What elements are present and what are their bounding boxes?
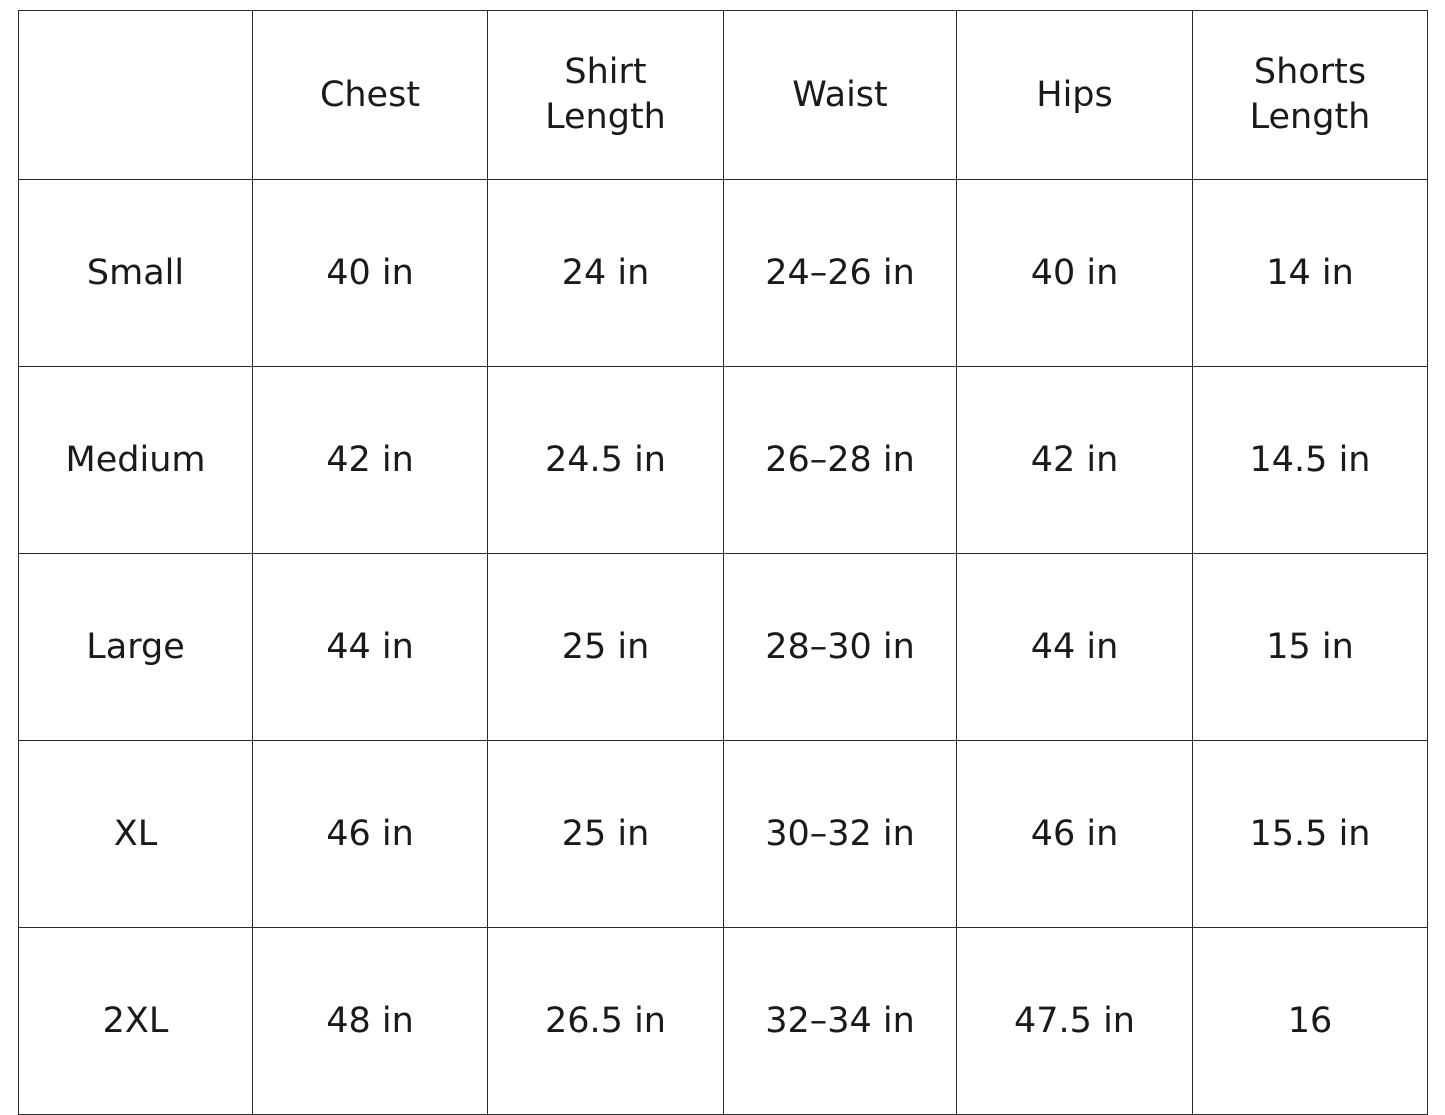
cell-waist: 28–30 in [724, 554, 957, 741]
cell-hips: 46 in [957, 741, 1193, 928]
cell-waist: 26–28 in [724, 367, 957, 554]
column-header-shirt-length-line-2: Length [545, 97, 666, 137]
column-header-shorts-length-line-2: Length [1249, 97, 1371, 137]
cell-shirt-length: 24 in [488, 180, 724, 367]
table-row [19, 554, 1428, 741]
cell-waist: 30–32 in [724, 741, 957, 928]
cell-shorts-length: 16 [1193, 928, 1428, 1115]
cell-shorts-length: 15 in [1193, 554, 1428, 741]
cell-size: Large [19, 554, 253, 741]
table-row [19, 741, 1428, 928]
cell-chest: 40 in [253, 180, 488, 367]
cell-size: XL [19, 741, 253, 928]
column-header-chest [253, 11, 488, 180]
cell-shirt-length: 25 in [488, 554, 724, 741]
cell-waist: 24–26 in [724, 180, 957, 367]
cell-shirt-length: 26.5 in [488, 928, 724, 1115]
table-row [19, 928, 1428, 1115]
table-body [19, 180, 1428, 1115]
column-header-chest-line-1: Chest [319, 74, 421, 115]
cell-hips: 47.5 in [957, 928, 1193, 1115]
cell-hips: 40 in [957, 180, 1193, 367]
column-header-shorts-length-line-1: Shorts [1253, 52, 1367, 93]
column-header-size [19, 11, 253, 180]
cell-size: 2XL [19, 928, 253, 1115]
column-header-waist [724, 11, 957, 180]
table-row [19, 180, 1428, 367]
column-header-hips-line-1: Hips [1036, 74, 1113, 115]
column-header-hips [957, 11, 1193, 180]
column-header-shirt-length [488, 11, 724, 180]
cell-shorts-length: 15.5 in [1193, 741, 1428, 928]
cell-size: Small [19, 180, 253, 367]
column-header-shorts-length [1193, 11, 1428, 180]
table-row [19, 367, 1428, 554]
cell-hips: 42 in [957, 367, 1193, 554]
column-header-waist-line-1: Waist [792, 74, 888, 115]
cell-shorts-length: 14 in [1193, 180, 1428, 367]
cell-size: Medium [19, 367, 253, 554]
cell-chest: 44 in [253, 554, 488, 741]
header-row [19, 11, 1428, 180]
cell-waist: 32–34 in [724, 928, 957, 1115]
cell-chest: 46 in [253, 741, 488, 928]
cell-chest: 48 in [253, 928, 488, 1115]
cell-shirt-length: 24.5 in [488, 367, 724, 554]
column-header-shirt-length-line-1: Shirt [564, 52, 647, 93]
cell-shorts-length: 14.5 in [1193, 367, 1428, 554]
size-chart-table [18, 10, 1428, 1115]
cell-chest: 42 in [253, 367, 488, 554]
cell-hips: 44 in [957, 554, 1193, 741]
cell-shirt-length: 25 in [488, 741, 724, 928]
table-header [19, 11, 1428, 180]
